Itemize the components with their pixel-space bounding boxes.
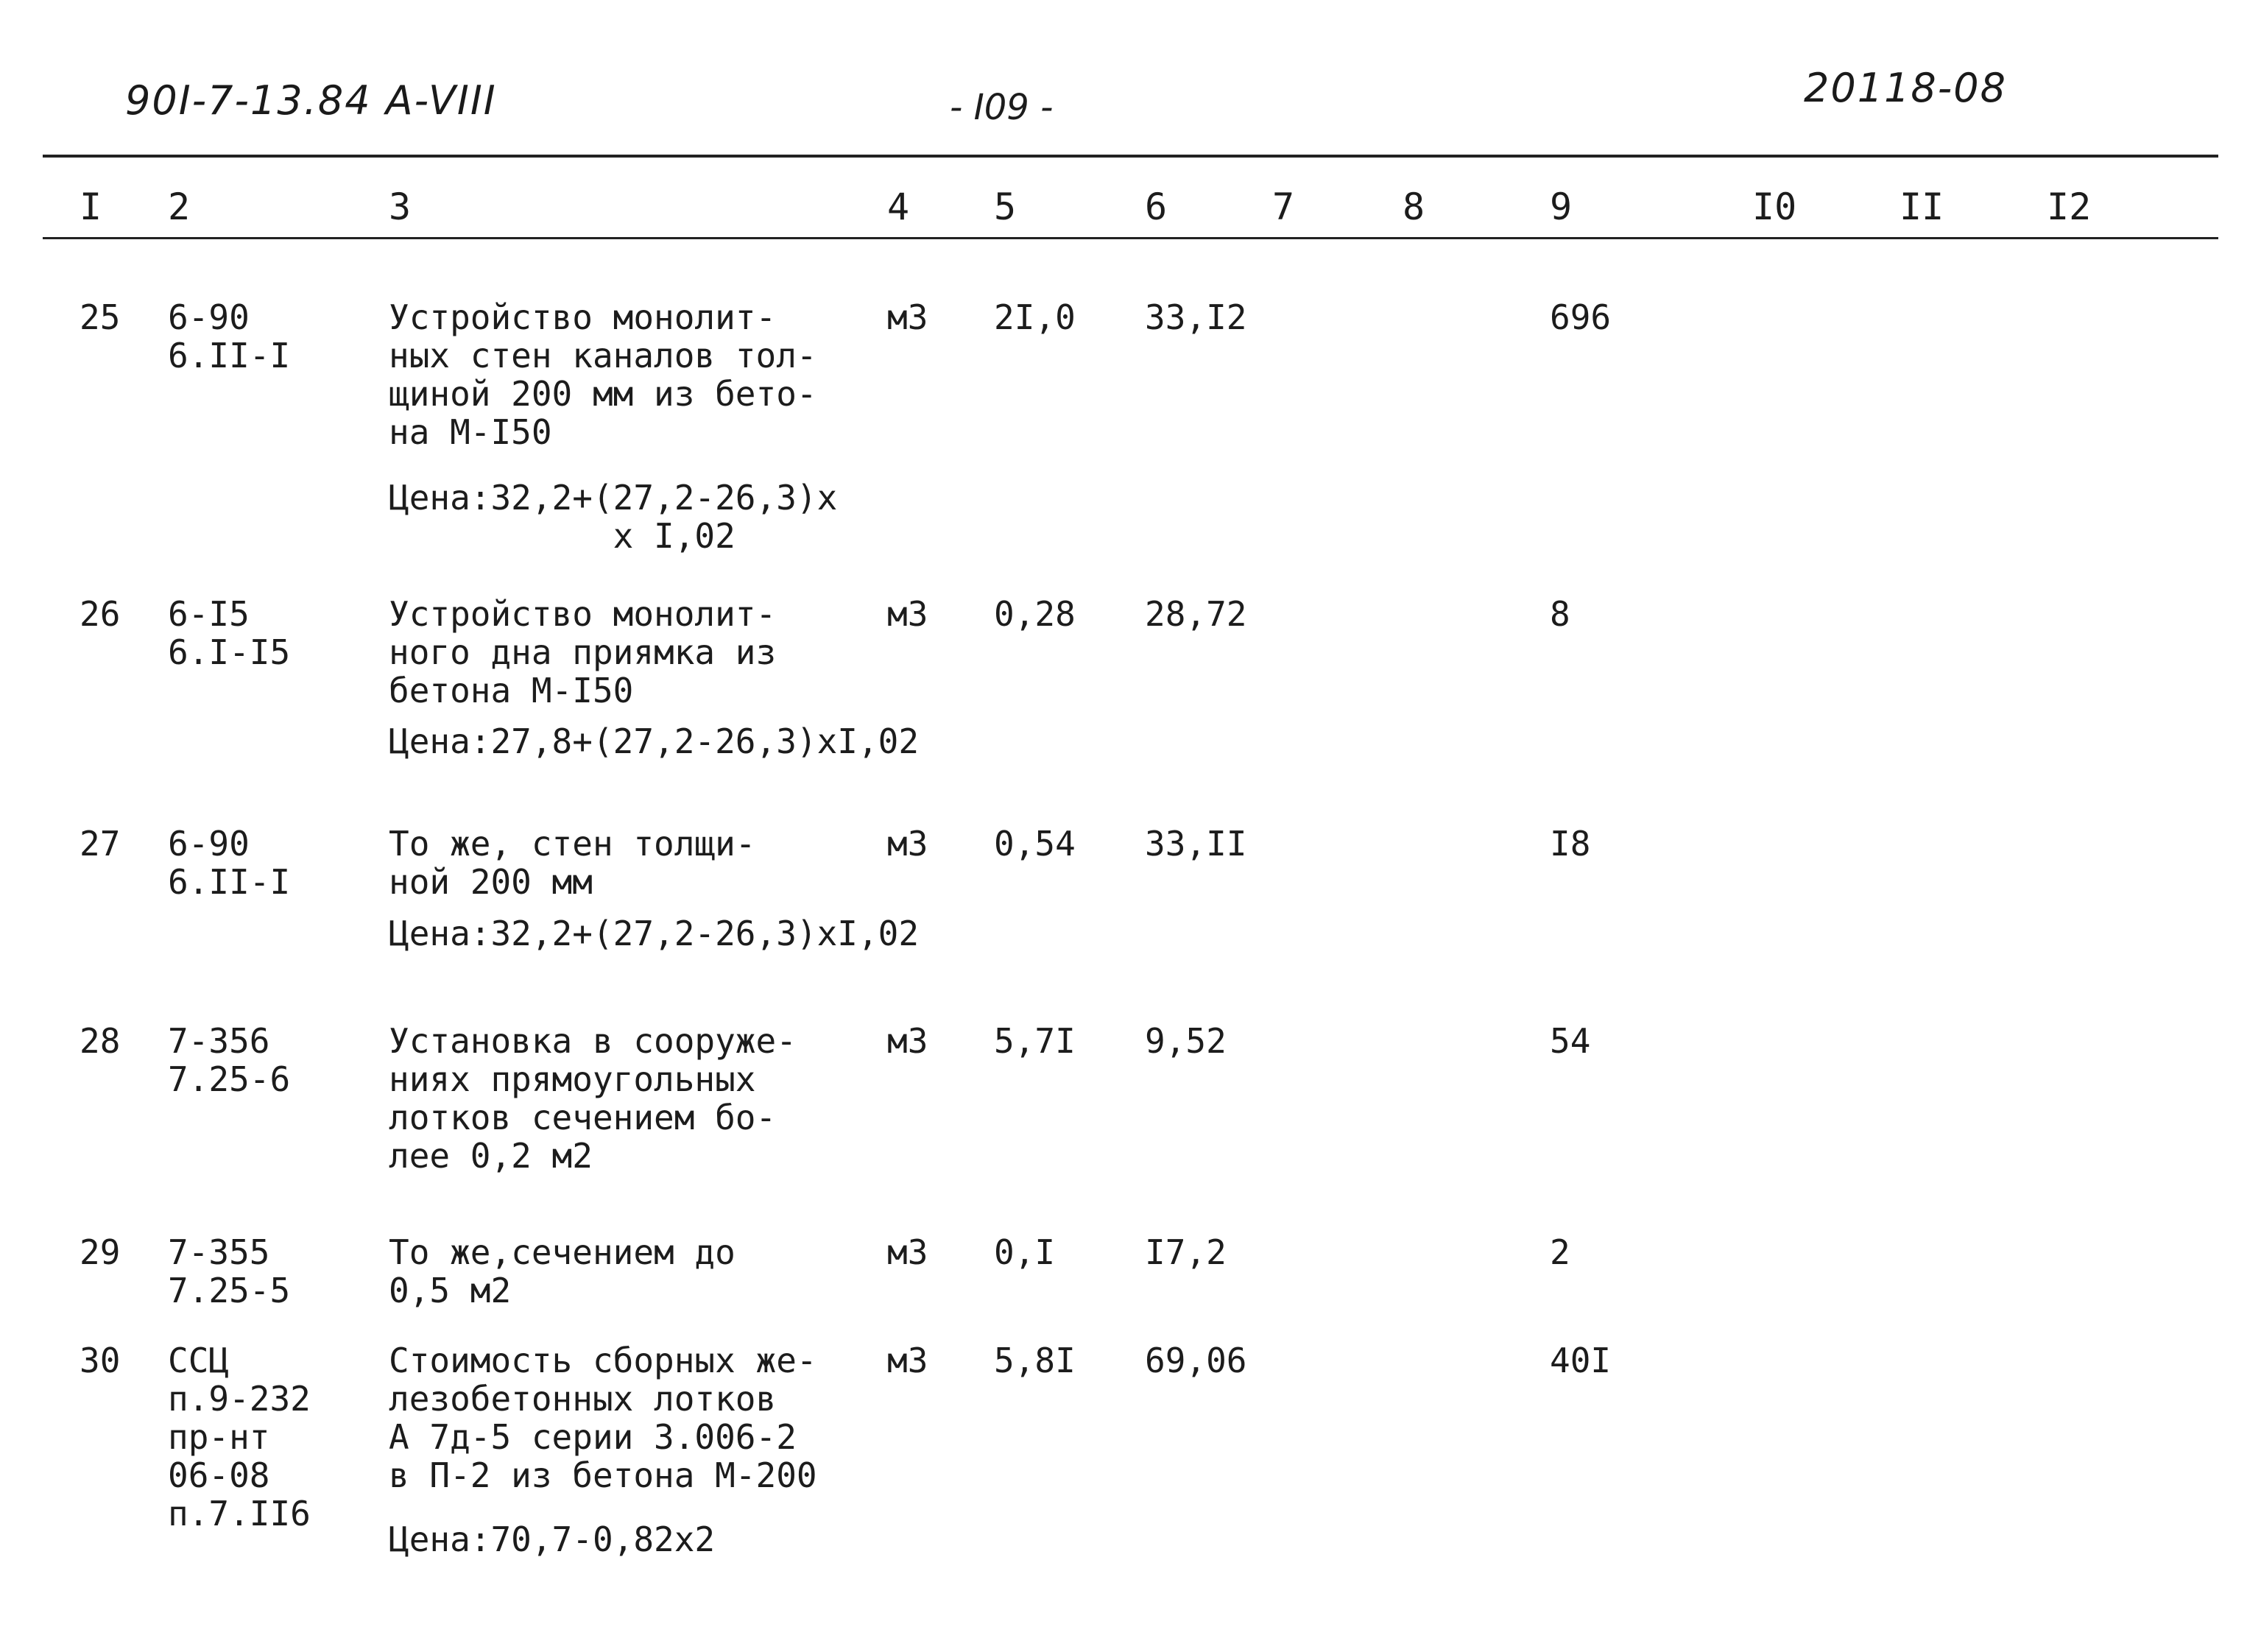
total-cost: 696 (1550, 297, 1612, 337)
norm-code: 7-355 7.25-5 (168, 1232, 291, 1310)
unit: м3 (887, 1232, 928, 1272)
total-cost: 8 (1550, 594, 1570, 634)
unit-price: 28,72 (1145, 594, 1247, 634)
price-formula: Цена:70,7-0,82х2 (389, 1519, 716, 1559)
norm-code: 7-356 7.25-6 (168, 1021, 291, 1099)
document-code: 90I-7-13.84 A-VIII (125, 77, 497, 124)
column-header: 6 (1145, 186, 1168, 228)
quantity: 5,7I (994, 1021, 1076, 1061)
row-number: 29 (80, 1232, 121, 1272)
work-description: Устройство монолит- ных стен каналов тол- щиной 200 мм из бето- на М-I50 (389, 297, 817, 452)
work-description: Установка в сооруже- ниях прямоугольных лотков сечением бо- лее 0,2 м2 (389, 1021, 797, 1176)
column-header: II (1900, 186, 1944, 228)
work-description: Стоимость сборных же- лезобетонных лотков А 7д-5 серии 3.006-2 в П-2 из бетона М-200 (389, 1341, 817, 1495)
work-description: То же, стен толщи- ной 200 мм (389, 824, 756, 902)
unit-price: 69,06 (1145, 1341, 1247, 1380)
unit-price: 9,52 (1145, 1021, 1227, 1061)
norm-code: 6-90 6.II-I (168, 297, 291, 375)
unit: м3 (887, 1341, 928, 1380)
price-formula: Цена:27,8+(27,2-26,3)хI,02 (389, 721, 920, 761)
unit-price: 33,II (1145, 824, 1247, 864)
work-description: Устройство монолит- ного дна приямка из бетона М-I50 (389, 594, 777, 710)
total-cost: 40I (1550, 1341, 1612, 1380)
column-header: I (80, 186, 102, 228)
column-header: 3 (389, 186, 412, 228)
unit-price: 33,I2 (1145, 297, 1247, 337)
quantity: 2I,0 (994, 297, 1076, 337)
quantity: 0,54 (994, 824, 1076, 864)
column-header: 4 (887, 186, 910, 228)
unit: м3 (887, 594, 928, 634)
column-header: 7 (1272, 186, 1295, 228)
archive-number: 20118-08 (1804, 65, 2007, 111)
unit: м3 (887, 1021, 928, 1061)
row-number: 26 (80, 594, 121, 634)
quantity: 5,8I (994, 1341, 1076, 1380)
column-header: 9 (1550, 186, 1573, 228)
column-header: 2 (168, 186, 191, 228)
top-rule (43, 155, 2218, 158)
total-cost: 54 (1550, 1021, 1591, 1061)
column-header: 8 (1403, 186, 1425, 228)
header-rule (43, 237, 2218, 239)
row-number: 25 (80, 297, 121, 337)
norm-code: 6-90 6.II-I (168, 824, 291, 902)
row-number: 30 (80, 1341, 121, 1380)
column-header: I0 (1752, 186, 1797, 228)
total-cost: I8 (1550, 824, 1591, 864)
column-header: I2 (2047, 186, 2092, 228)
column-header: 5 (994, 186, 1017, 228)
work-description: То же,сечением до 0,5 м2 (389, 1232, 736, 1310)
unit-price: I7,2 (1145, 1232, 1227, 1272)
row-number: 28 (80, 1021, 121, 1061)
unit: м3 (887, 297, 928, 337)
quantity: 0,28 (994, 594, 1076, 634)
price-formula: Цена:32,2+(27,2-26,3)хI,02 (389, 914, 920, 953)
total-cost: 2 (1550, 1232, 1570, 1272)
price-formula: Цена:32,2+(27,2-26,3)х х I,02 (389, 478, 838, 556)
unit: м3 (887, 824, 928, 864)
quantity: 0,I (994, 1232, 1056, 1272)
norm-code: ССЦ п.9-232 пр-нт 06-08 п.7.II6 (168, 1341, 311, 1533)
row-number: 27 (80, 824, 121, 864)
page-number: - I09 - (950, 87, 1054, 128)
norm-code: 6-I5 6.I-I5 (168, 594, 291, 672)
